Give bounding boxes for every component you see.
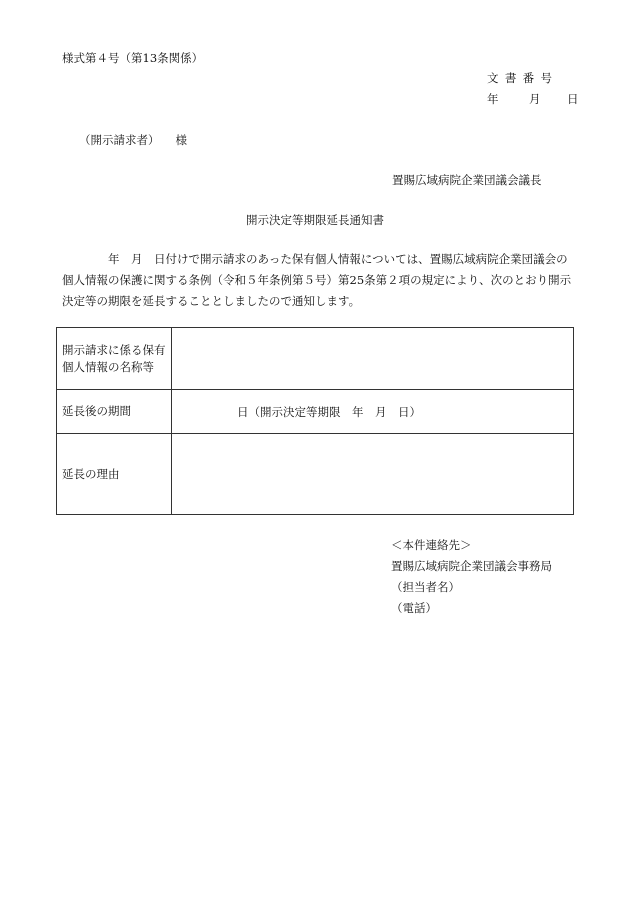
date-day: 日 bbox=[567, 92, 579, 106]
issuer: 置賜広域病院企業団議会議長 bbox=[392, 173, 542, 187]
document-date bbox=[487, 91, 579, 107]
row-label: 延長の理由 bbox=[57, 434, 172, 515]
addressee-name: （開示請求者） bbox=[79, 133, 160, 147]
contact-block bbox=[391, 535, 552, 619]
addressee bbox=[79, 132, 187, 148]
date-year: 年 bbox=[487, 92, 499, 106]
addressee-suffix: 様 bbox=[175, 133, 187, 147]
contact-phone: （電話） bbox=[391, 601, 437, 615]
contact-heading: ＜本件連絡先＞ bbox=[391, 538, 472, 552]
date-month: 月 bbox=[529, 92, 541, 106]
contact-person: （担当者名） bbox=[391, 580, 460, 594]
row-label: 開示請求に係る保有個人情報の名称等 bbox=[57, 328, 172, 390]
row-value bbox=[172, 328, 574, 390]
row-value bbox=[172, 434, 574, 515]
table-row bbox=[57, 390, 574, 434]
row-value bbox=[172, 390, 574, 434]
document-title: 開示決定等期限延長通知書 bbox=[246, 213, 384, 227]
body-text: 年 月 日付けで開示請求のあった保有個人情報については、置賜広域病院企業団議会の個人情報の保護に関する条例（令和５年条例第５号）第25条第２項の規定により、次のとおり開示決定等の期限を延長することとしましたので通知します。 bbox=[62, 252, 572, 308]
info-table bbox=[56, 327, 574, 515]
document-number-label: 文書番号 bbox=[487, 71, 559, 85]
body-paragraph bbox=[62, 249, 576, 312]
contact-office: 置賜広域病院企業団議会事務局 bbox=[391, 559, 552, 573]
table-row bbox=[57, 434, 574, 515]
table-row bbox=[57, 328, 574, 390]
extended-period: 日（開示決定等期限 年 月 日） bbox=[237, 404, 421, 419]
row-label: 延長後の期間 bbox=[57, 390, 172, 434]
form-reference: 様式第４号（第13条関係） bbox=[62, 51, 204, 65]
